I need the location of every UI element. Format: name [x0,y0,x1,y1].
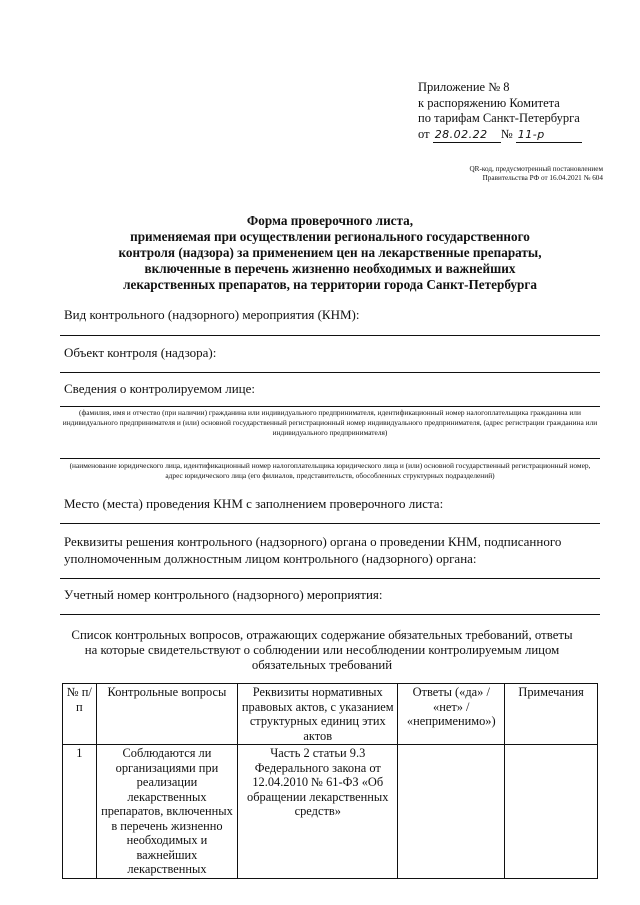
control-object-line[interactable] [60,372,600,373]
header-questions: Контрольные вопросы [96,684,238,745]
number-label: № [500,126,513,141]
row-note-cell[interactable] [505,745,598,879]
header-answers: Ответы («да» / «нет» / «неприменимо») [398,684,505,745]
place-label: Место (места) проведения КНМ с заполнением проверочного листа: [64,496,444,511]
row-answer-cell[interactable] [398,745,505,879]
decision-line[interactable] [60,578,600,579]
controlled-person-line[interactable] [60,406,600,407]
title-line-3: контроля (надзора) за применением цен на лекарственные препараты, [118,245,542,260]
account-number-line[interactable] [60,614,600,615]
checklist-title-line-3: обязательных требований [251,658,393,672]
form-title [60,213,600,293]
checklist-title-line-2: на которые свидетельствуют о соблюдении или несоблюдении контролируемым лицом [84,643,560,657]
order-number: 11-р [516,127,582,144]
appendix-line-1: Приложение № 8 [418,80,510,94]
header-notes: Примечания [505,684,598,745]
table-header-row [63,684,598,745]
appendix-block [418,80,582,143]
header-num: № п/п [63,684,97,745]
knm-type-line[interactable] [60,335,600,336]
checklist-table [62,683,598,879]
knm-type-label: Вид контрольного (надзорного) мероприятия (КНМ): [64,307,360,322]
title-line-1: Форма проверочного листа, [246,213,414,228]
place-line[interactable] [60,523,600,524]
account-number-label: Учетный номер контрольного (надзорного) мероприятия: [64,587,383,602]
title-line-5: лекарственных препаратов, на территории города Санкт-Петербурга [123,277,537,292]
title-line-2: применяемая при осуществлении регионального государственного [130,229,530,244]
decision-line-2: уполномоченным должностным лицом контрольного (надзорного) органа: [64,551,477,566]
title-line-4: включенные в перечень жизненно необходимых и важнейших [144,261,516,276]
appendix-line-3: по тарифам Санкт-Петербурга [418,111,580,125]
legal-entity-note: (наименование юридического лица, идентификационный номер налогоплательщика юридического лица и (или) основной государственный регистрационный номер, адрес юридического лица (его филиалов, представительств, обособленных структурных подразделений) [69,461,591,480]
row-question-cell: Соблюдаются ли организациями при реализации лекарственных препаратов, включенных в перечень жизненно необходимых и важнейших лекарственных [96,745,238,879]
row-requisites-cell: Часть 2 статьи 9.3 Федерального закона от 12.04.2010 № 61-ФЗ «Об обращении лекарственных средств» [238,745,398,879]
legal-entity-line[interactable] [60,458,600,459]
table-row [63,745,598,879]
appendix-date-line [418,127,582,144]
header-requisites: Реквизиты нормативных правовых актов, с указанием структурных единиц этих актов [238,684,398,745]
checklist-title [62,628,582,673]
controlled-person-label: Сведения о контролируемом лице: [64,381,256,396]
decision-line-1: Реквизиты решения контрольного (надзорного) органа о проведении КНМ, подписанного [64,534,562,549]
decision-label [64,533,561,567]
individual-note: (фамилия, имя и отчество (при наличии) гражданина или индивидуального предпринимателя, идентификационный номер налогоплательщика гражданина или индивидуального предпринимателя и (или) основной государственный регистрационный номер индивидуального предпринимателя, (адрес регистрации гражданина или индивидуального предпринимателя) [62,408,598,437]
order-date: 28.02.22 [433,127,501,144]
row-num-cell: 1 [63,745,97,879]
qr-code-note: QR-код, предусмотренный постановлением Правительства РФ от 16.04.2021 № 604 [469,165,603,182]
control-object-label: Объект контроля (надзора): [64,345,217,360]
checklist-title-line-1: Список контрольных вопросов, отражающих содержание обязательных требований, ответы [71,628,573,642]
appendix-line-2: к распоряжению Комитета [418,95,560,110]
from-label: от [418,126,430,141]
